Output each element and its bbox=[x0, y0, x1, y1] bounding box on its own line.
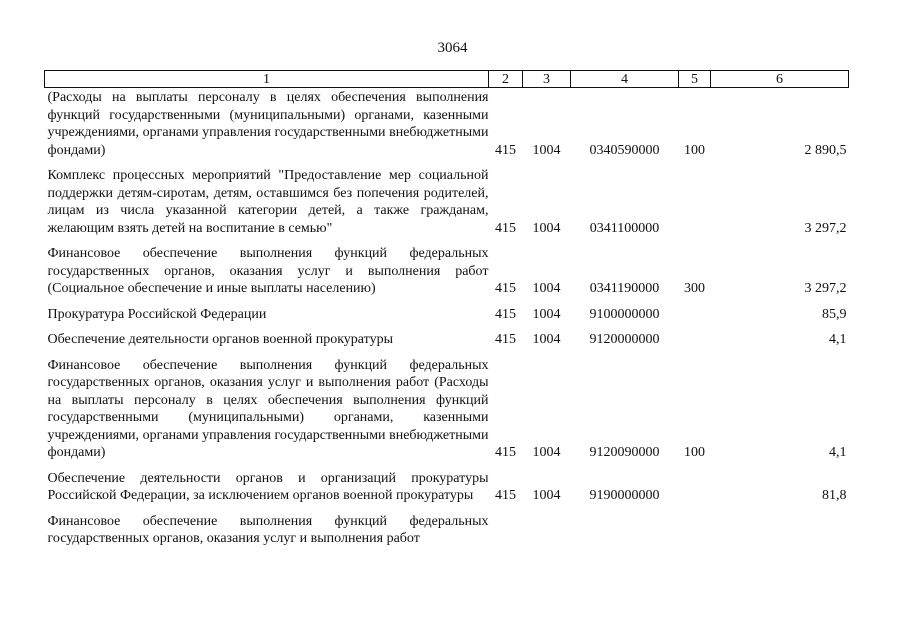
row-target-code bbox=[571, 513, 679, 548]
row-ministry-code: 415 bbox=[495, 445, 516, 460]
table-row bbox=[45, 245, 849, 306]
row-ministry-code: 415 bbox=[495, 488, 516, 503]
row-target-code: 9190000000 bbox=[589, 488, 660, 503]
row-section-code: 1004 bbox=[532, 281, 561, 296]
row-ministry-code: 415 bbox=[495, 281, 516, 296]
row-ministry-code: 415 bbox=[495, 332, 516, 347]
row-name-cell: Обеспечение деятельности органов военной прокуратуры bbox=[47, 332, 394, 347]
table-row bbox=[45, 513, 849, 548]
row-expense-type-code bbox=[679, 167, 711, 245]
page-number: 3064 bbox=[437, 40, 468, 56]
row-section-code: 1004 bbox=[532, 306, 561, 322]
row-section-code: 1004 bbox=[532, 488, 561, 503]
row-name-cell: Комплекс процессных мероприятий "Предоставление мер социальной поддержки детям-сиротам, детям, оставшимся без попечения родителей, лицам из числа указанной категории детей, а также гражданам, желающим взять детей на воспитание в семью" bbox=[47, 168, 489, 236]
row-amount: 85,9 bbox=[822, 306, 847, 322]
table-row bbox=[45, 88, 849, 168]
row-name-cell: Финансовое обеспечение выполнения функций федеральных государственных органов, оказания услуг и выполнения работ bbox=[47, 513, 489, 546]
table-header bbox=[45, 71, 849, 88]
column-header-section: 3 bbox=[523, 71, 571, 88]
row-section-code: 1004 bbox=[532, 220, 561, 236]
column-header-expense-type: 5 bbox=[679, 71, 711, 88]
row-target-code: 9100000000 bbox=[589, 306, 660, 322]
row-ministry-code: 415 bbox=[495, 142, 516, 158]
row-amount: 4,1 bbox=[829, 445, 847, 460]
row-name-cell: Финансовое обеспечение выполнения функций федеральных государственных органов, оказания услуг и выполнения работ (Расходы на выплаты персоналу в целях обеспечения выполнения функций государственными (муниципальными) органами, казенными учреждениями, органами управления государственными внебюджетными фондами) bbox=[47, 357, 489, 460]
row-name-cell: Финансовое обеспечение выполнения функций федеральных государственных органов, оказания услуг и выполнения работ (Социальное обеспечение и иные выплаты населению) bbox=[47, 246, 489, 296]
row-name-cell: Прокуратура Российской Федерации bbox=[47, 306, 267, 322]
table-row bbox=[45, 357, 849, 470]
row-section-code: 1004 bbox=[532, 332, 561, 347]
table-row bbox=[45, 470, 849, 513]
row-target-code: 0341100000 bbox=[589, 220, 660, 236]
row-amount bbox=[711, 513, 849, 548]
row-expense-type-code: 300 bbox=[684, 281, 705, 296]
table-row bbox=[45, 306, 849, 332]
row-name-cell: (Расходы на выплаты персоналу в целях обеспечения выполнения функций государственными (муниципальными) органами, казенными учреждениями, органами управления государственными внебюджетными фондами) bbox=[47, 90, 489, 158]
row-target-code: 0340590000 bbox=[589, 142, 660, 158]
row-expense-type-code: 100 bbox=[684, 445, 705, 460]
row-expense-type-code bbox=[679, 331, 711, 357]
row-target-code: 9120090000 bbox=[589, 445, 660, 460]
column-header-target: 4 bbox=[571, 71, 679, 88]
row-amount: 3 297,2 bbox=[804, 220, 847, 236]
row-section-code: 1004 bbox=[532, 445, 561, 460]
column-header-name: 1 bbox=[45, 71, 489, 88]
row-name-cell: Обеспечение деятельности органов и организаций прокуратуры Российской Федерации, за исключением органов военной прокуратуры bbox=[47, 470, 489, 503]
row-section-code bbox=[523, 513, 571, 548]
row-expense-type-code bbox=[679, 306, 711, 332]
table-body bbox=[45, 88, 849, 548]
row-expense-type-code bbox=[679, 470, 711, 513]
row-amount: 4,1 bbox=[829, 332, 847, 347]
row-amount: 2 890,5 bbox=[804, 142, 847, 158]
row-amount: 3 297,2 bbox=[804, 281, 847, 296]
row-target-code: 0341190000 bbox=[589, 281, 660, 296]
row-amount: 81,8 bbox=[822, 488, 847, 503]
column-header-amount: 6 bbox=[711, 71, 849, 88]
row-target-code: 9120000000 bbox=[589, 332, 660, 347]
row-ministry-code bbox=[489, 513, 523, 548]
row-expense-type-code: 100 bbox=[684, 142, 705, 158]
row-expense-type-code bbox=[679, 513, 711, 548]
table-row bbox=[45, 331, 849, 357]
row-section-code: 1004 bbox=[532, 142, 561, 158]
table-row bbox=[45, 167, 849, 245]
row-ministry-code: 415 bbox=[495, 306, 516, 322]
header-row bbox=[45, 71, 849, 88]
row-ministry-code: 415 bbox=[495, 220, 516, 236]
column-header-ministry: 2 bbox=[489, 71, 523, 88]
budget-table bbox=[44, 70, 849, 548]
